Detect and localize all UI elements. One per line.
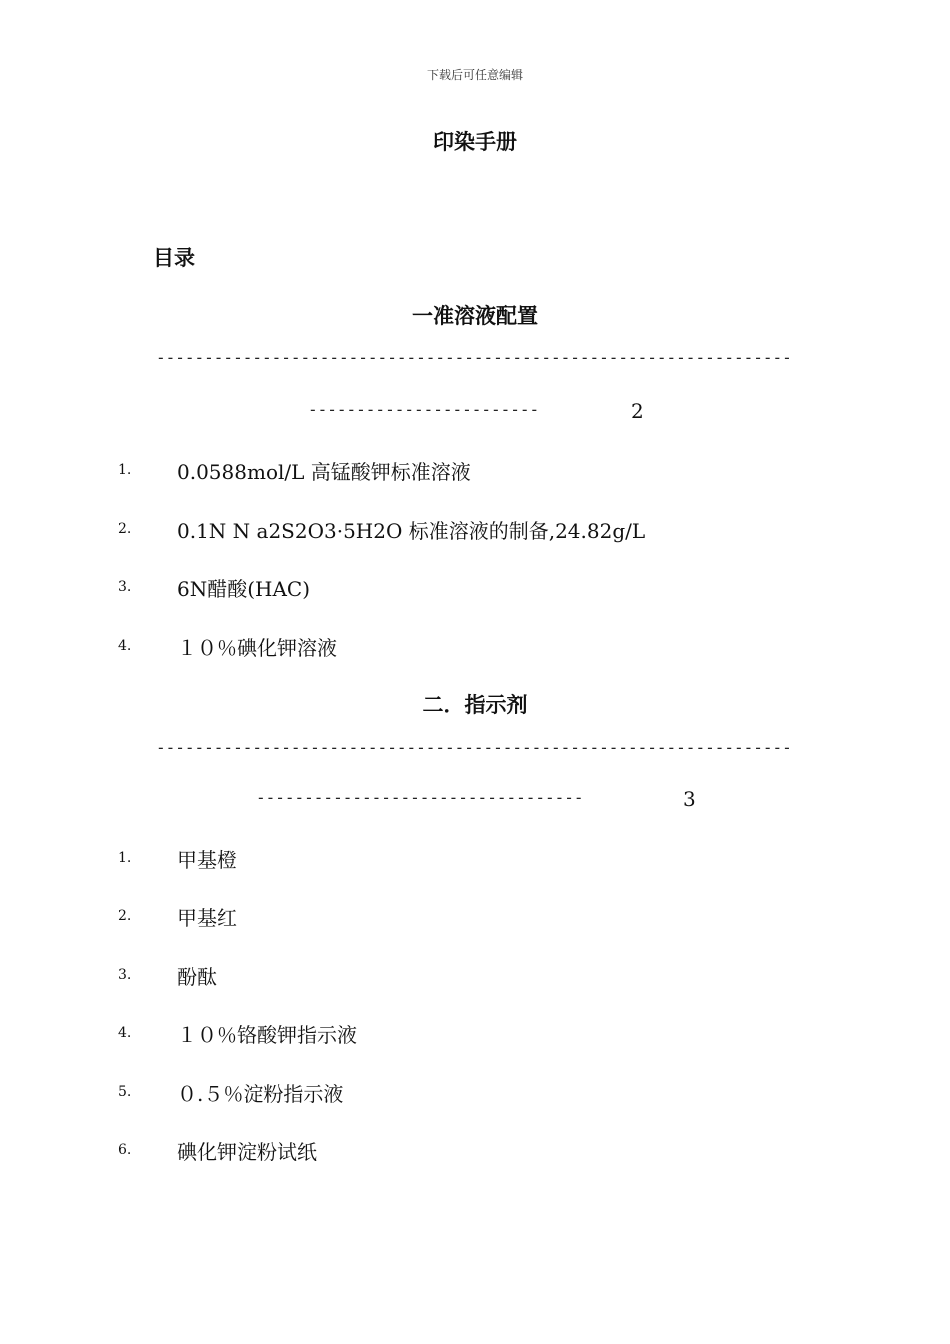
section-heading-2: 二．指示剂 <box>422 693 528 717</box>
toc-page-number: 3 <box>683 787 696 811</box>
toc-item: 0.0588mol/L 高锰酸钾标准溶液 <box>177 460 471 484</box>
header-note: 下载后可任意编辑 <box>426 68 523 82</box>
toc-heading: 目录 <box>153 246 195 270</box>
toc-item-number: 2. <box>118 908 132 924</box>
toc-item-number: 4. <box>118 638 132 654</box>
toc-item: 碘化钾淀粉试纸 <box>177 1140 317 1164</box>
section-heading-1: 一准溶液配置 <box>412 304 538 328</box>
toc-item-number: 3. <box>118 579 132 595</box>
toc-item: 酚酞 <box>177 965 217 989</box>
toc-item: 6N醋酸(HAC) <box>177 577 311 601</box>
toc-item-number: 1. <box>118 850 132 866</box>
toc-item-number: 4. <box>118 1025 132 1041</box>
toc-leader-line: ------------------------ <box>308 400 540 419</box>
toc-item: ０.５％淀粉指示液 <box>177 1082 344 1106</box>
toc-item: １０％铬酸钾指示液 <box>177 1023 357 1047</box>
toc-item-number: 3. <box>118 967 132 983</box>
toc-item: 甲基红 <box>177 906 237 930</box>
toc-leader-line: ------------------------------------------------------------------ <box>156 348 792 367</box>
toc-item-number: 2. <box>118 521 132 537</box>
document-title: 印染手册 <box>433 130 517 154</box>
toc-item: １０％碘化钾溶液 <box>177 636 337 660</box>
toc-leader-line: ---------------------------------- <box>256 788 584 807</box>
toc-item-number: 5. <box>118 1084 132 1100</box>
toc-item-number: 1. <box>118 462 132 478</box>
toc-page-number: 2 <box>631 399 644 423</box>
toc-item: 甲基橙 <box>177 848 237 872</box>
toc-item: 0.1N N a2S2O3·5H2O 标准溶液的制备,24.82g/L <box>177 519 646 543</box>
toc-item-number: 6. <box>118 1142 132 1158</box>
toc-leader-line: ------------------------------------------------------------------ <box>156 738 792 757</box>
